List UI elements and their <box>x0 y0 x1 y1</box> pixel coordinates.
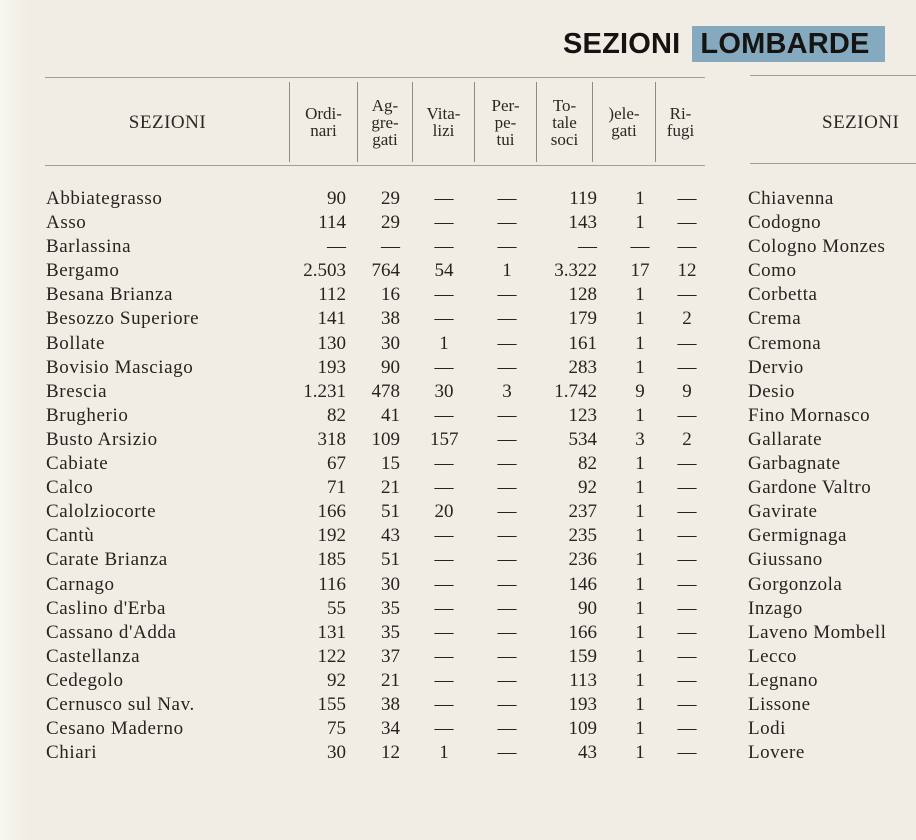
section-name-right: Codogno <box>748 212 822 234</box>
table-row <box>0 283 916 307</box>
table-row <box>0 332 916 356</box>
section-name: Busto Arsizio <box>46 428 158 450</box>
section-name: Abbiategrasso <box>46 188 163 209</box>
cell-totale-soci: 119 <box>569 188 597 209</box>
cell-ordinari: 130 <box>317 332 346 354</box>
header-bottom-rule-right <box>750 163 916 164</box>
table-row <box>0 741 916 765</box>
cell-totale-soci: 179 <box>568 308 597 330</box>
cell-aggregati: 35 <box>381 597 400 619</box>
cell-rifugi: — <box>677 742 697 764</box>
cell-ordinari: 92 <box>327 669 346 691</box>
cell-perpetui: — <box>497 525 517 547</box>
section-name-right: Como <box>748 260 797 282</box>
section-name-right: Inzago <box>748 597 803 619</box>
cell-delegati: 1 <box>635 669 645 691</box>
cell-aggregati: 478 <box>371 380 400 402</box>
section-name: Cesano Maderno <box>46 718 184 740</box>
header-line: Per- <box>491 95 520 115</box>
section-name: Besozzo Superiore <box>46 308 200 330</box>
header-ordinari <box>290 84 357 160</box>
section-name: Besana Brianza <box>46 284 174 306</box>
header-line: tui <box>496 129 515 149</box>
cell-rifugi: — <box>677 645 697 667</box>
cell-ordinari: 122 <box>317 645 346 667</box>
cell-rifugi: — <box>677 404 697 426</box>
cell-ordinari: 166 <box>317 501 346 523</box>
cell-vitalizi: — <box>434 453 454 475</box>
cell-perpetui: — <box>497 549 517 571</box>
cell-vitalizi: — <box>434 573 454 595</box>
table-row <box>0 717 916 741</box>
cell-totale-soci: 109 <box>568 718 597 740</box>
cell-perpetui: — <box>497 501 517 523</box>
cell-perpetui: — <box>497 332 517 354</box>
header-delegati <box>593 84 655 160</box>
cell-aggregati: 41 <box>381 404 400 426</box>
section-name-right: Germignaga <box>748 525 847 547</box>
cell-rifugi: — <box>677 188 697 209</box>
section-name-right: Laveno Mombell <box>748 621 887 643</box>
cell-vitalizi: — <box>434 645 454 667</box>
cell-totale-soci: 146 <box>568 573 597 595</box>
cell-vitalizi: — <box>434 693 454 715</box>
section-name: Cernusco sul Nav. <box>46 693 195 715</box>
header-line: gati <box>372 129 398 149</box>
cell-totale-soci: 237 <box>568 501 597 523</box>
cell-ordinari: 131 <box>317 621 346 643</box>
cell-rifugi: — <box>677 212 697 234</box>
cell-aggregati: 51 <box>381 501 400 523</box>
cell-delegati: 1 <box>635 525 645 547</box>
cell-delegati: 1 <box>635 188 645 209</box>
header-line: )ele- <box>608 104 640 123</box>
cell-delegati: 1 <box>635 742 645 764</box>
header-line: tale <box>552 112 577 132</box>
cell-ordinari: 90 <box>327 188 346 209</box>
cell-perpetui: — <box>497 621 517 643</box>
table-row <box>0 452 916 476</box>
section-name: Brescia <box>46 380 108 402</box>
cell-rifugi: 2 <box>682 308 692 330</box>
table-row <box>0 404 916 428</box>
table-row <box>0 211 916 235</box>
cell-totale-soci: 82 <box>578 453 597 475</box>
cell-vitalizi: — <box>434 549 454 571</box>
cell-aggregati: 43 <box>381 525 400 547</box>
section-name-right: Legnano <box>748 669 818 691</box>
cell-totale-soci: 159 <box>568 645 597 667</box>
cell-delegati: 1 <box>635 645 645 667</box>
cell-perpetui: — <box>497 236 517 258</box>
cell-aggregati: 12 <box>381 742 400 764</box>
cell-delegati: 1 <box>635 573 645 595</box>
cell-totale-soci: 143 <box>568 212 597 234</box>
cell-perpetui: — <box>497 284 517 306</box>
cell-totale-soci: 235 <box>568 525 597 547</box>
header-label: SEZIONI <box>822 111 900 133</box>
cell-aggregati: 34 <box>381 718 400 740</box>
cell-aggregati: 764 <box>371 260 400 282</box>
cell-rifugi: — <box>677 453 697 475</box>
cell-ordinari: 192 <box>317 525 346 547</box>
cell-vitalizi: — <box>434 188 454 209</box>
cell-delegati: 1 <box>635 549 645 571</box>
header-top-rule-right <box>750 75 916 76</box>
cell-rifugi: — <box>677 525 697 547</box>
cell-ordinari: 55 <box>327 597 346 619</box>
table-body <box>0 187 916 765</box>
cell-delegati: 1 <box>635 453 645 475</box>
section-name: Chiari <box>46 742 98 764</box>
cell-aggregati: 29 <box>381 212 400 234</box>
cell-vitalizi: — <box>434 477 454 499</box>
cell-totale-soci: 113 <box>569 669 597 691</box>
cell-rifugi: 12 <box>677 260 697 282</box>
cell-ordinari: 30 <box>327 742 346 764</box>
section-name: Carate Brianza <box>46 549 168 571</box>
table-row <box>0 500 916 524</box>
cell-rifugi: — <box>677 356 697 378</box>
cell-rifugi: — <box>677 718 697 740</box>
section-name-right: Garbagnate <box>748 453 841 475</box>
cell-perpetui: — <box>497 188 517 209</box>
section-name-right: Crema <box>748 308 802 330</box>
section-name: Carnago <box>46 573 115 595</box>
cell-rifugi: 2 <box>682 428 692 450</box>
section-name: Calolziocorte <box>46 501 157 523</box>
cell-vitalizi: — <box>434 356 454 378</box>
cell-delegati: 1 <box>635 332 645 354</box>
section-name: Cassano d'Adda <box>46 621 177 643</box>
cell-rifugi: — <box>677 669 697 691</box>
section-name: Brugherio <box>46 404 129 426</box>
header-line: gati <box>611 121 637 140</box>
cell-totale-soci: 236 <box>568 549 597 571</box>
cell-aggregati: 51 <box>381 549 400 571</box>
cell-totale-soci: 92 <box>578 477 597 499</box>
cell-perpetui: — <box>497 453 517 475</box>
cell-rifugi: — <box>677 693 697 715</box>
cell-aggregati: 30 <box>381 332 400 354</box>
page-title <box>563 24 885 64</box>
header-sezioni-left <box>46 84 289 160</box>
cell-ordinari: 318 <box>317 428 346 450</box>
header-rifugi <box>656 84 705 160</box>
cell-perpetui: 3 <box>502 380 512 402</box>
table-row <box>0 693 916 717</box>
header-sezioni-right <box>822 84 916 160</box>
section-name-right: Lecco <box>748 645 797 667</box>
cell-vitalizi: — <box>434 236 454 258</box>
cell-delegati: 1 <box>635 477 645 499</box>
cell-totale-soci: — <box>578 236 597 258</box>
cell-totale-soci: 193 <box>568 693 597 715</box>
cell-perpetui: — <box>497 404 517 426</box>
cell-aggregati: 21 <box>381 477 400 499</box>
cell-perpetui: — <box>497 212 517 234</box>
cell-aggregati: 38 <box>381 693 400 715</box>
cell-aggregati: 16 <box>381 284 400 306</box>
section-name-right: Fino Mornasco <box>748 404 871 426</box>
cell-aggregati: 35 <box>381 621 400 643</box>
cell-ordinari: 116 <box>318 573 346 595</box>
table-row <box>0 356 916 380</box>
section-name-right: Lovere <box>748 742 805 764</box>
section-name: Castellanza <box>46 645 141 667</box>
cell-perpetui: — <box>497 718 517 740</box>
header-line: Ri- <box>669 104 692 123</box>
header-line: Ag- <box>371 95 399 115</box>
section-name-right: Corbetta <box>748 284 818 306</box>
cell-ordinari: 141 <box>317 308 346 330</box>
cell-aggregati: 90 <box>381 356 400 378</box>
section-name: Asso <box>46 212 87 234</box>
table-row <box>0 524 916 548</box>
cell-aggregati: 38 <box>381 308 400 330</box>
section-name-right: Lissone <box>748 693 811 715</box>
cell-vitalizi: — <box>434 212 454 234</box>
cell-rifugi: — <box>677 597 697 619</box>
cell-perpetui: — <box>497 597 517 619</box>
cell-totale-soci: 3.322 <box>554 260 597 282</box>
cell-perpetui: — <box>497 356 517 378</box>
cell-ordinari: 114 <box>318 212 346 234</box>
cell-rifugi: — <box>677 573 697 595</box>
cell-delegati: 1 <box>635 621 645 643</box>
cell-rifugi: — <box>677 236 697 258</box>
section-name-right: Dervio <box>748 356 804 378</box>
cell-vitalizi: — <box>434 308 454 330</box>
section-name: Cedegolo <box>46 669 124 691</box>
table-row <box>0 645 916 669</box>
cell-rifugi: — <box>677 284 697 306</box>
cell-ordinari: 71 <box>327 477 346 499</box>
cell-vitalizi: — <box>434 669 454 691</box>
cell-vitalizi: — <box>434 621 454 643</box>
cell-vitalizi: — <box>434 525 454 547</box>
header-line: lizi <box>432 121 455 140</box>
cell-perpetui: — <box>497 477 517 499</box>
cell-totale-soci: 161 <box>568 332 597 354</box>
cell-ordinari: 75 <box>327 718 346 740</box>
header-perpetui <box>475 84 536 160</box>
header-line: pe- <box>494 112 517 132</box>
header-top-rule-left <box>45 77 705 78</box>
header-line: To- <box>552 95 577 115</box>
header-line: gre- <box>371 112 399 132</box>
section-name: Cantù <box>46 525 95 547</box>
section-name-right: Gardone Valtro <box>748 477 872 499</box>
table-row <box>0 235 916 259</box>
section-name-right: Gavirate <box>748 501 818 523</box>
cell-vitalizi: 1 <box>439 742 449 764</box>
cell-ordinari: 67 <box>327 453 346 475</box>
header-bottom-rule-left <box>45 165 705 166</box>
cell-delegati: 1 <box>635 404 645 426</box>
cell-ordinari: 185 <box>317 549 346 571</box>
table-row <box>0 259 916 283</box>
header-totale-soci <box>537 84 592 160</box>
header-vitalizi <box>413 84 474 160</box>
cell-totale-soci: 283 <box>568 356 597 378</box>
cell-rifugi: — <box>677 549 697 571</box>
section-name-right: Desio <box>748 380 795 402</box>
table-row <box>0 187 916 211</box>
cell-delegati: 1 <box>635 597 645 619</box>
cell-rifugi: — <box>677 501 697 523</box>
section-name-right: Lodi <box>748 718 786 740</box>
header-line: fugi <box>666 121 695 140</box>
cell-perpetui: — <box>497 428 517 450</box>
cell-perpetui: — <box>497 669 517 691</box>
cell-vitalizi: 157 <box>430 428 459 450</box>
title-part-lombarde-highlight: LOMBARDE <box>692 26 885 62</box>
cell-delegati: 1 <box>635 308 645 330</box>
cell-vitalizi: 54 <box>434 260 454 282</box>
table-row <box>0 307 916 331</box>
cell-perpetui: — <box>497 693 517 715</box>
section-name: Calco <box>46 477 94 499</box>
header-label: SEZIONI <box>128 111 207 133</box>
cell-delegati: 1 <box>635 501 645 523</box>
cell-aggregati: 109 <box>371 428 400 450</box>
cell-ordinari: — <box>327 236 346 258</box>
header-line: nari <box>310 121 337 140</box>
cell-totale-soci: 43 <box>578 742 597 764</box>
cell-vitalizi: — <box>434 597 454 619</box>
section-name-right: Gorgonzola <box>748 573 843 595</box>
cell-perpetui: — <box>497 742 517 764</box>
table-row <box>0 476 916 500</box>
cell-perpetui: — <box>497 573 517 595</box>
cell-totale-soci: 123 <box>568 404 597 426</box>
cell-ordinari: 193 <box>317 356 346 378</box>
cell-delegati: 1 <box>635 356 645 378</box>
section-name-right: Cologno Monzes <box>748 236 886 258</box>
section-name: Barlassina <box>46 236 132 258</box>
cell-vitalizi: — <box>434 284 454 306</box>
table-row <box>0 669 916 693</box>
table-row <box>0 597 916 621</box>
cell-totale-soci: 534 <box>568 428 597 450</box>
cell-ordinari: 82 <box>327 404 346 426</box>
cell-delegati: 1 <box>635 284 645 306</box>
header-aggregati <box>358 84 412 160</box>
cell-ordinari: 1.231 <box>303 380 346 402</box>
cell-aggregati: — <box>381 236 400 258</box>
cell-totale-soci: 128 <box>568 284 597 306</box>
cell-aggregati: 37 <box>381 645 400 667</box>
cell-perpetui: — <box>497 308 517 330</box>
cell-delegati: — <box>630 236 650 258</box>
section-name: Bovisio Masciago <box>46 356 194 378</box>
cell-rifugi: — <box>677 477 697 499</box>
cell-totale-soci: 166 <box>568 621 597 643</box>
cell-ordinari: 2.503 <box>303 260 346 282</box>
cell-aggregati: 29 <box>381 188 400 209</box>
cell-delegati: 1 <box>635 693 645 715</box>
table-row <box>0 380 916 404</box>
cell-rifugi: 9 <box>682 380 692 402</box>
cell-rifugi: — <box>677 332 697 354</box>
cell-vitalizi: 1 <box>439 332 449 354</box>
table-row <box>0 573 916 597</box>
section-name-right: Chiavenna <box>748 188 834 209</box>
cell-perpetui: — <box>497 645 517 667</box>
cell-perpetui: 1 <box>502 260 512 282</box>
cell-ordinari: 112 <box>318 284 346 306</box>
cell-totale-soci: 90 <box>578 597 597 619</box>
header-line: Vita- <box>426 104 461 123</box>
cell-vitalizi: 30 <box>434 380 454 402</box>
cell-delegati: 1 <box>635 212 645 234</box>
section-name-right: Giussano <box>748 549 823 571</box>
cell-aggregati: 21 <box>381 669 400 691</box>
cell-aggregati: 15 <box>381 453 400 475</box>
section-name: Caslino d'Erba <box>46 597 166 619</box>
cell-vitalizi: — <box>434 718 454 740</box>
table-row <box>0 428 916 452</box>
cell-rifugi: — <box>677 621 697 643</box>
table-row <box>0 548 916 572</box>
cell-totale-soci: 1.742 <box>554 380 597 402</box>
cell-delegati: 17 <box>630 260 650 282</box>
cell-vitalizi: — <box>434 404 454 426</box>
cell-delegati: 9 <box>635 380 645 402</box>
cell-aggregati: 30 <box>381 573 400 595</box>
section-name: Cabiate <box>46 453 109 475</box>
cell-delegati: 3 <box>635 428 645 450</box>
header-line: Ordi- <box>305 104 342 123</box>
cell-delegati: 1 <box>635 718 645 740</box>
section-name: Bergamo <box>46 260 120 282</box>
cell-vitalizi: 20 <box>434 501 454 523</box>
table-row <box>0 621 916 645</box>
title-part-sezioni: SEZIONI <box>563 27 681 60</box>
section-name-right: Cremona <box>748 332 822 354</box>
header-line: soci <box>550 129 579 149</box>
section-name-right: Gallarate <box>748 428 823 450</box>
cell-ordinari: 155 <box>317 693 346 715</box>
section-name: Bollate <box>46 332 106 354</box>
